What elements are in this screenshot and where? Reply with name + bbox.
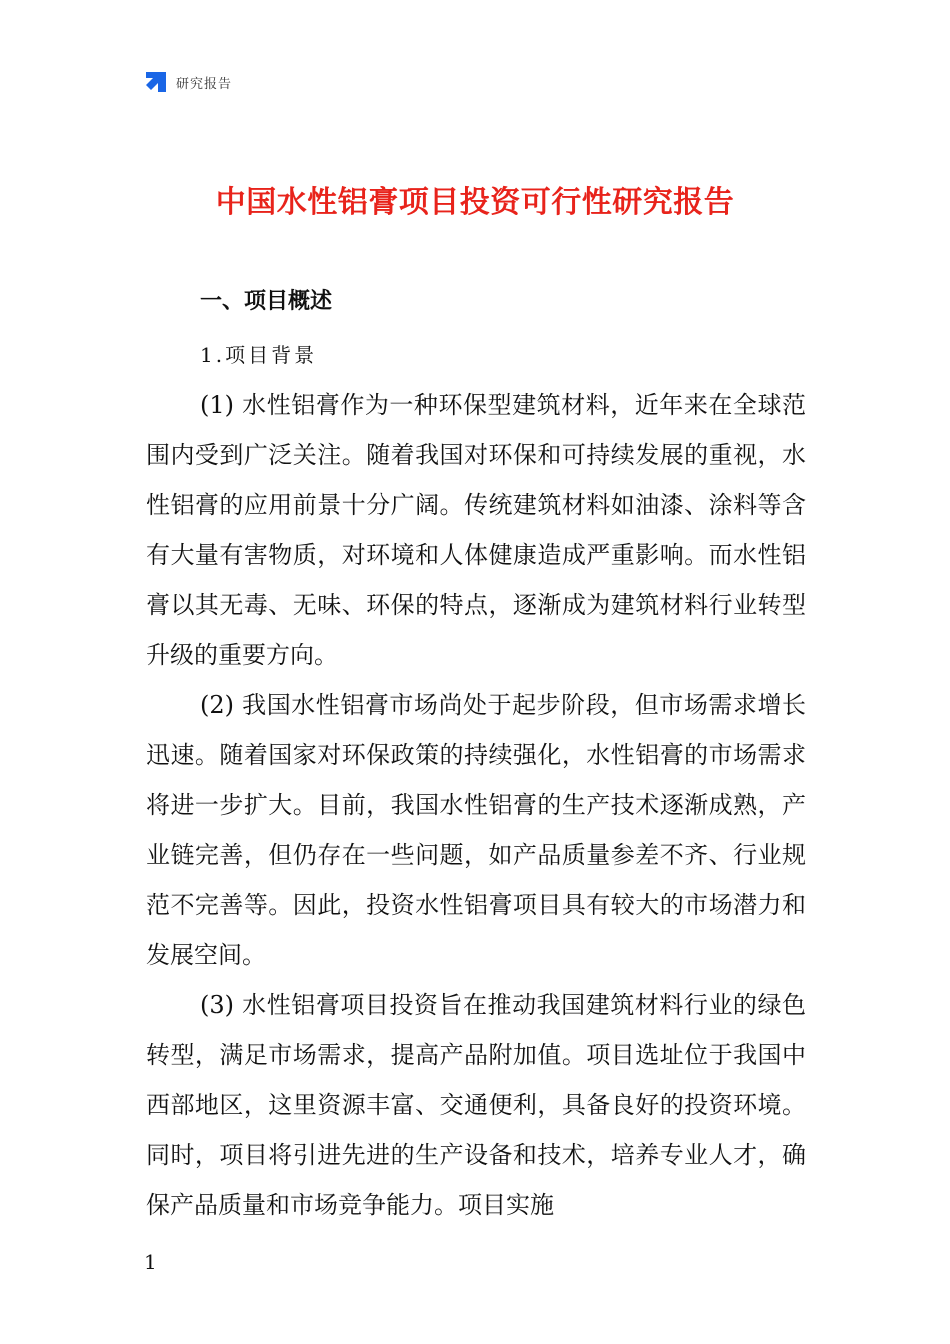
arrow-up-right-icon [144,70,168,94]
paragraph: (2) 我国水性铝膏市场尚处于起步阶段，但市场需求增长迅速。随着国家对环保政策的持续强化，水性铝膏的市场需求将进一步扩大。目前，我国水性铝膏的生产技术逐渐成熟，产业链完善，但仍存在一些问题，如产品质量参差不齐、行业规范不完善等。因此，投资水性铝膏项目具有较大的市场潜力和发展空间。 [146,691,806,969]
page-number: 1 [144,1250,157,1274]
paragraph: (3) 水性铝膏项目投资旨在推动我国建筑材料行业的绿色转型，满足市场需求，提高产品附加值。项目选址位于我国中西部地区，这里资源丰富、交通便利，具备良好的投资环境。同时，项目将引进先进的生产设备和技术，培养专业人才，确保产品质量和市场竞争能力。项目实施 [146,991,806,1219]
document-title: 中国水性铝膏项目投资可行性研究报告 [215,185,735,220]
header-label: 研究报告 [176,76,233,92]
paragraph: (1) 水性铝膏作为一种环保型建筑材料，近年来在全球范围内受到广泛关注。随着我国对环保和可持续发展的重视，水性铝膏的应用前景十分广阔。传统建筑材料如油漆、涂料等含有大量有害物质，对环境和人体健康造成严重影响。而水性铝膏以其无毒、无味、环保的特点，逐渐成为建筑材料行业转型升级的重要方向。 [146,391,806,669]
section-heading: 一、项目概述 [200,289,333,314]
page-header [144,70,232,94]
sub-heading: 1.项目背景 [200,343,318,367]
body-text [146,380,806,1230]
